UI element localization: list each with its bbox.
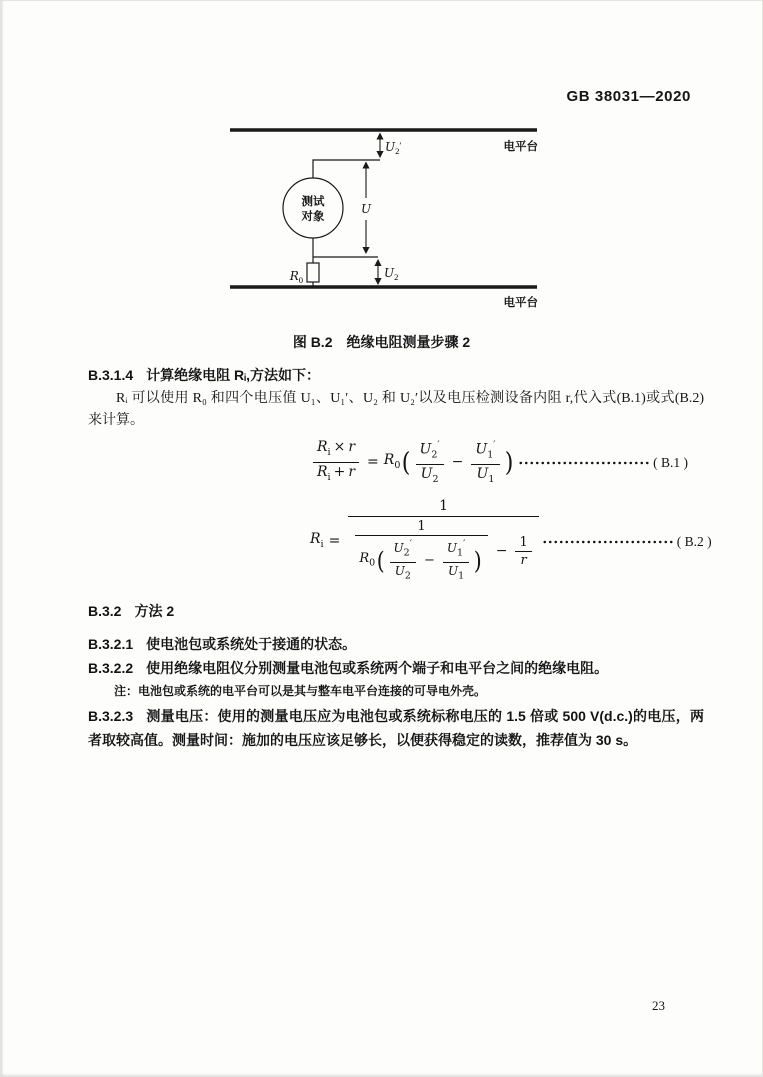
dot-leader [518, 461, 650, 465]
resistor-r0-label: R0 [289, 269, 303, 285]
equation-b2 [88, 497, 712, 586]
clause-number: B.3.2.2 [88, 660, 134, 677]
standard-number: GB 38031—2020 [566, 88, 691, 105]
clause-b323 [88, 705, 704, 753]
fraction: $\frac{U_1'}{U_1}$ [443, 537, 469, 584]
clause-b32-heading [88, 600, 704, 624]
wire-top [313, 160, 380, 178]
fraction: 1 $R_0$ ( $\frac{U_2'}{U_2}$ − $\frac{U_1'}{U_1}$ ) [355, 518, 487, 585]
fraction: $\frac{U_1'}{U_1}$ [471, 436, 499, 489]
platform-label-bottom: 电平台 [503, 297, 538, 309]
left-paren: ( [376, 546, 385, 575]
fraction: $\frac{U_2'}{U_2}$ [390, 537, 416, 584]
clause-text: 测量电压：使用的测量电压应为电池包或系统标称电压的 1.5 倍或 500 V(d.c.)的电压，两者取较高值。测量时间：施加的电压应该足够长，以便获得稳定的读数，推荐值为 30 s。 [88, 708, 704, 749]
platform-label-top: 电平台 [503, 141, 538, 153]
left-paren: ( [402, 447, 411, 478]
equation-b1 [88, 436, 704, 489]
test-object-circle [283, 178, 343, 238]
u2-label: U2 [384, 266, 399, 282]
fraction: $\frac{U_2'}{U_2}$ [416, 436, 444, 489]
right-paren: ) [504, 447, 513, 478]
clause-b314-heading [88, 364, 704, 388]
figure-b2-circuit-diagram [225, 122, 545, 314]
clause-number: B.3.2 [88, 603, 122, 620]
body-content [88, 364, 712, 753]
clause-number: B.3.2.3 [88, 708, 134, 725]
page-number: 23 [652, 998, 665, 1013]
note-b322 [114, 683, 704, 700]
equation-b1-reference [518, 452, 688, 474]
outer-fraction: 1 1 $R_0$ ( $\frac{U_2'}{U_2}$ − $\frac{U_1'}{U_1}$ ) − $\frac{1}{r}$ [348, 497, 538, 586]
u2-prime-label: U2′ [385, 140, 402, 156]
dot-leader [542, 540, 674, 544]
note-text: 电池包或系统的电平台可以是其与整车电平台连接的可导电外壳。 [138, 684, 487, 699]
equation-b1-expression: $\frac{R_i \times r}{R_i + r}$ = $R_0$ ( $\frac{U_2'}{U_2}$ − $\frac{U_1'}{U_1}$ ) [310, 436, 515, 489]
clause-title: 方法 2 [134, 603, 175, 620]
clause-b321 [88, 633, 704, 657]
figure-caption-title: 绝缘电阻测量步骤 2 [346, 334, 471, 350]
clause-text: 使用绝缘电阻仪分别测量电池包或系统两个端子和电平台之间的绝缘电阻。 [146, 660, 609, 677]
u-label: U [360, 202, 372, 216]
test-object-label-line1: 测试 [301, 196, 325, 208]
note-label: 注： [114, 684, 139, 699]
equation-b2-reference [542, 531, 712, 553]
clause-text: 使电池包或系统处于接通的状态。 [146, 636, 357, 653]
clause-number: B.3.2.1 [88, 636, 134, 653]
equation-label: ( B.2 ) [676, 533, 712, 549]
resistor-r0 [307, 263, 319, 282]
clause-title: 计算绝缘电阻 Rᵢ,方法如下： [146, 367, 321, 383]
figure-caption-label: 图 B.2 [292, 334, 333, 350]
figure-caption [0, 332, 763, 352]
right-paren: ) [474, 546, 483, 575]
fraction: $\frac{1}{r}$ [515, 534, 531, 569]
clause-b322 [88, 657, 704, 681]
fraction: $\frac{R_i \times r}{R_i + r}$ [313, 438, 359, 487]
equation-label: ( B.1 ) [653, 454, 688, 470]
clause-b314-paragraph: Rᵢ 可以使用 R₀ 和四个电压值 U₁、U₁′、U₂ 和 U₂′以及电压检测设备内阻 r,代入式(B.1)或式(B.2)来计算。 [88, 391, 704, 428]
clause-number: B.3.1.4 [88, 367, 134, 383]
equation-b2-expression: $R_i$ = 1 1 $R_0$ ( $\frac{U_2'}{U_2}$ − $\frac{U_1'}{U_1}$ ) − $\frac{1}{r}$ [310, 497, 542, 586]
test-object-label-line2: 对象 [301, 211, 325, 223]
